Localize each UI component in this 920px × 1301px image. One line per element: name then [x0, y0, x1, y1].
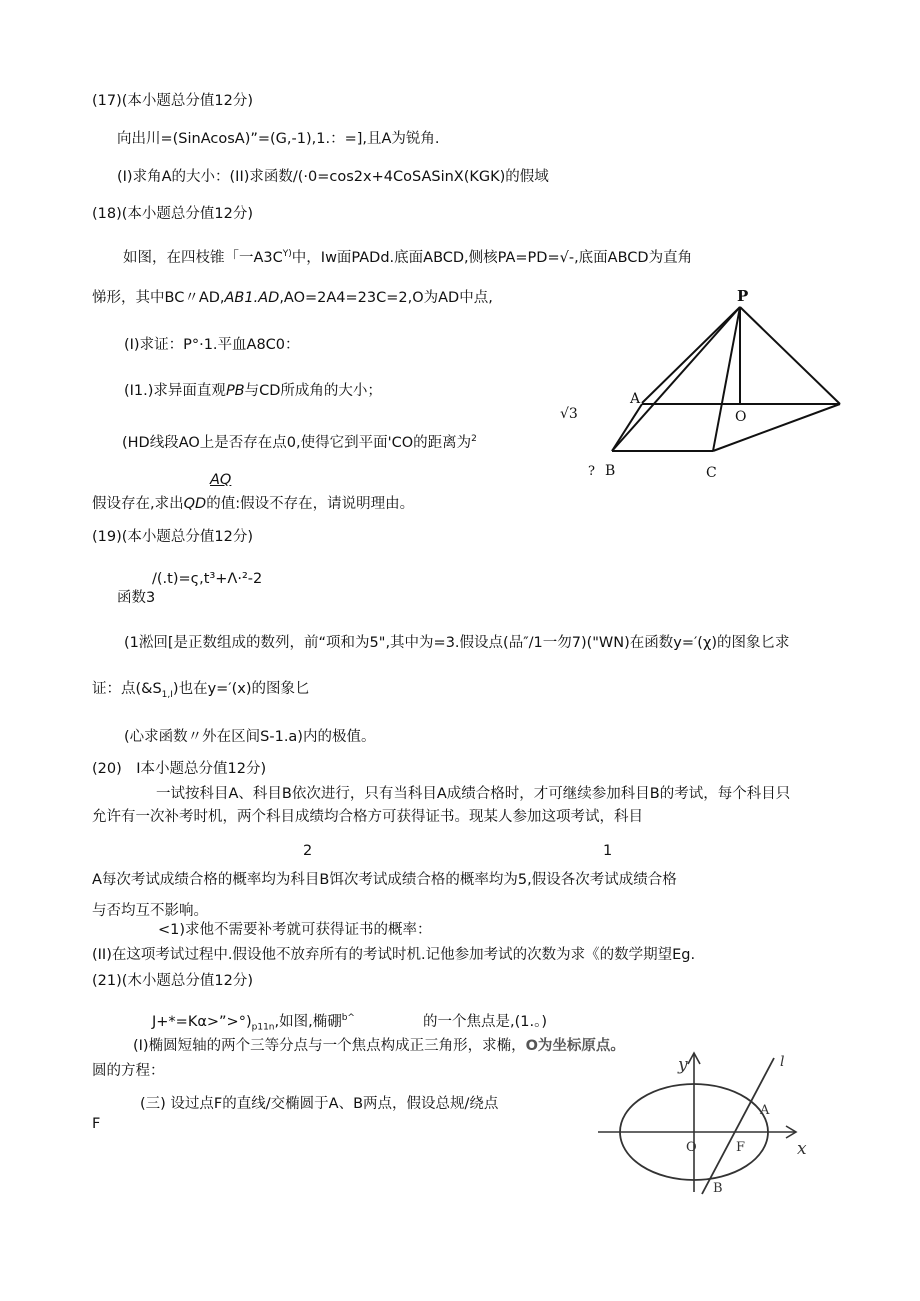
q20-line1: 一试按科目A、科目B依次进行，只有当科目A成绩合格时，才可继续参加科目B的考试，每个科目只: [156, 786, 791, 802]
label-B: B: [605, 463, 616, 479]
q20-part2: (II)在这项考试过程中.假设他不放弃所有的考试时机.记他参加考试的次数为求《的数学期望Eg.: [92, 947, 696, 963]
q18-fraction-numerator: AQ: [210, 472, 232, 488]
q18-part3: [122, 430, 477, 452]
edge-PD: [740, 307, 840, 404]
q21-eq-sub: p11n: [251, 1022, 275, 1033]
q19-part1-cont-a: 证：点(&S: [92, 681, 162, 697]
q18-line1: [123, 245, 692, 267]
q18-part1: (I)求证：P°·1.平血A8C0：: [124, 337, 300, 353]
q21-header: (21)(木小题总分值12分): [92, 973, 254, 989]
q19-function-label: 函数3: [117, 590, 156, 606]
q20-header: (20) I本小题总分值12分): [92, 761, 267, 777]
q21-part1-cont: 圆的方程：: [92, 1063, 165, 1079]
line-l: [702, 1058, 774, 1194]
q21-eq-sup: b^: [341, 1013, 355, 1023]
q17-line2: (I)求角A的大小：(II)求函数/(·0=cos2x+4CoSASinX(KGK)的假域: [117, 169, 549, 185]
q18-line2: [92, 289, 493, 307]
ellipse-figure: [590, 1042, 815, 1202]
q20-number-1: 1: [603, 843, 613, 859]
q21-eq-a: J+*=Kα>”>°): [152, 1013, 252, 1030]
q20-number-2: 2: [303, 843, 313, 859]
label-O: O: [735, 409, 747, 425]
q19-part1-cont-sub: 1,I: [161, 689, 173, 700]
q19-part2: (心求函数〃外在区间S-1.a)内的极值。: [124, 729, 376, 745]
q19-part1: (1淞回[是正数组成的数列，前“项和为5",其中为=3.假设点(品″/1一勿7)("WN)在函数y=′(χ)的图象匕求: [124, 635, 790, 651]
q18-line2-italic: AB1.AD: [224, 290, 280, 306]
label-P: P: [737, 287, 749, 305]
label-F: F: [736, 1140, 746, 1155]
q21-equation: [152, 1009, 547, 1037]
q20-line4: 与否均互不影响。: [92, 903, 208, 919]
edge-AB: [612, 404, 642, 451]
q21-part1-grey: O为坐标原点。: [525, 1038, 625, 1054]
q18-line2-b: ,AO=2A4=23C=2,O为AD中点,: [279, 290, 493, 306]
q18-part2: [124, 382, 382, 400]
q18-part3-cont: [92, 495, 414, 513]
q20-line2: 允许有一次补考时机，两个科目成绩均合格方可获得证书。现某人参加这项考试，科目: [92, 809, 643, 825]
label-B: B: [713, 1181, 723, 1196]
q19-header: (19)(本小题总分值12分): [92, 529, 254, 545]
q19-part1-cont: [92, 680, 310, 704]
label-x: x: [797, 1139, 807, 1159]
q21-eq-b: ,如图,椭硼: [274, 1013, 342, 1030]
label-O: O: [686, 1140, 697, 1155]
q19-part1-cont-b: )也在y=′(x)的图象匕: [172, 681, 310, 697]
q21-part2: (三) 设过点F的直线/交椭圆于A、B两点，假设总规/绕点: [140, 1096, 499, 1112]
label-C: C: [706, 465, 717, 481]
q18-line1-sup: Y): [282, 249, 292, 259]
q18-part3-cont-b: 的值:假设不存在，请说明理由。: [206, 496, 415, 512]
q18-part3-a: (HD线段AO上是否存在点0,使得它到平面'CO的距离为: [122, 434, 472, 451]
q17-header: (17)(本小题总分值12分): [92, 93, 254, 109]
q18-header: (18)(本小题总分值12分): [92, 206, 254, 222]
pyramid-figure: [550, 285, 860, 485]
label-A: A: [630, 391, 641, 407]
label-A: A: [760, 1103, 770, 1118]
q21-eq-c: 的一个焦点是,(1.。): [422, 1013, 547, 1030]
q18-part3-cont-italic: QD: [183, 496, 207, 512]
q18-part3-sup: 2: [471, 434, 477, 444]
q18-part2-b: 与CD所成角的大小；: [244, 383, 382, 399]
q18-line2-a: 悌形，其中BC〃AD,: [92, 290, 225, 306]
label-question-mark: ?: [588, 464, 595, 479]
q18-part2-a: (I1.)求异面直观: [124, 383, 226, 399]
q20-part1: <1)求他不需要补考就可获得证书的概率：: [158, 922, 432, 938]
label-l: l: [780, 1054, 785, 1070]
q17-line1: 向出川=(SinAcosA)”=(G,-1),1.：=],且A为锐角.: [117, 131, 440, 147]
q18-part2-italic: PB: [225, 383, 245, 399]
sqrt3-note: √3: [560, 406, 578, 422]
edge-CD: [713, 404, 840, 451]
edge-PB: [612, 307, 740, 451]
q21-part2-cont: F: [92, 1116, 101, 1132]
q18-part3-cont-a: 假设存在,求出: [92, 496, 184, 512]
label-y: y: [678, 1055, 688, 1075]
q18-line1-a: 如图，在四枝锥「一A3C: [123, 249, 283, 266]
q21-part1-a: (I)椭圆短轴的两个三等分点与一个焦点构成正三角形，求椭，: [133, 1038, 526, 1054]
q19-function: /(.t)=ς,t³+Λ·²-2: [152, 571, 263, 587]
q18-line1-b: 中，Iw面PADd.底面ABCD,侧核PA=PD=√-,底面ABCD为直角: [291, 249, 693, 266]
q20-line3: A每次考试成绩合格的概率均为科目B饵次考试成绩合格的概率均为5,假设各次考试成绩合格: [92, 872, 677, 888]
q21-part1: [133, 1037, 625, 1055]
